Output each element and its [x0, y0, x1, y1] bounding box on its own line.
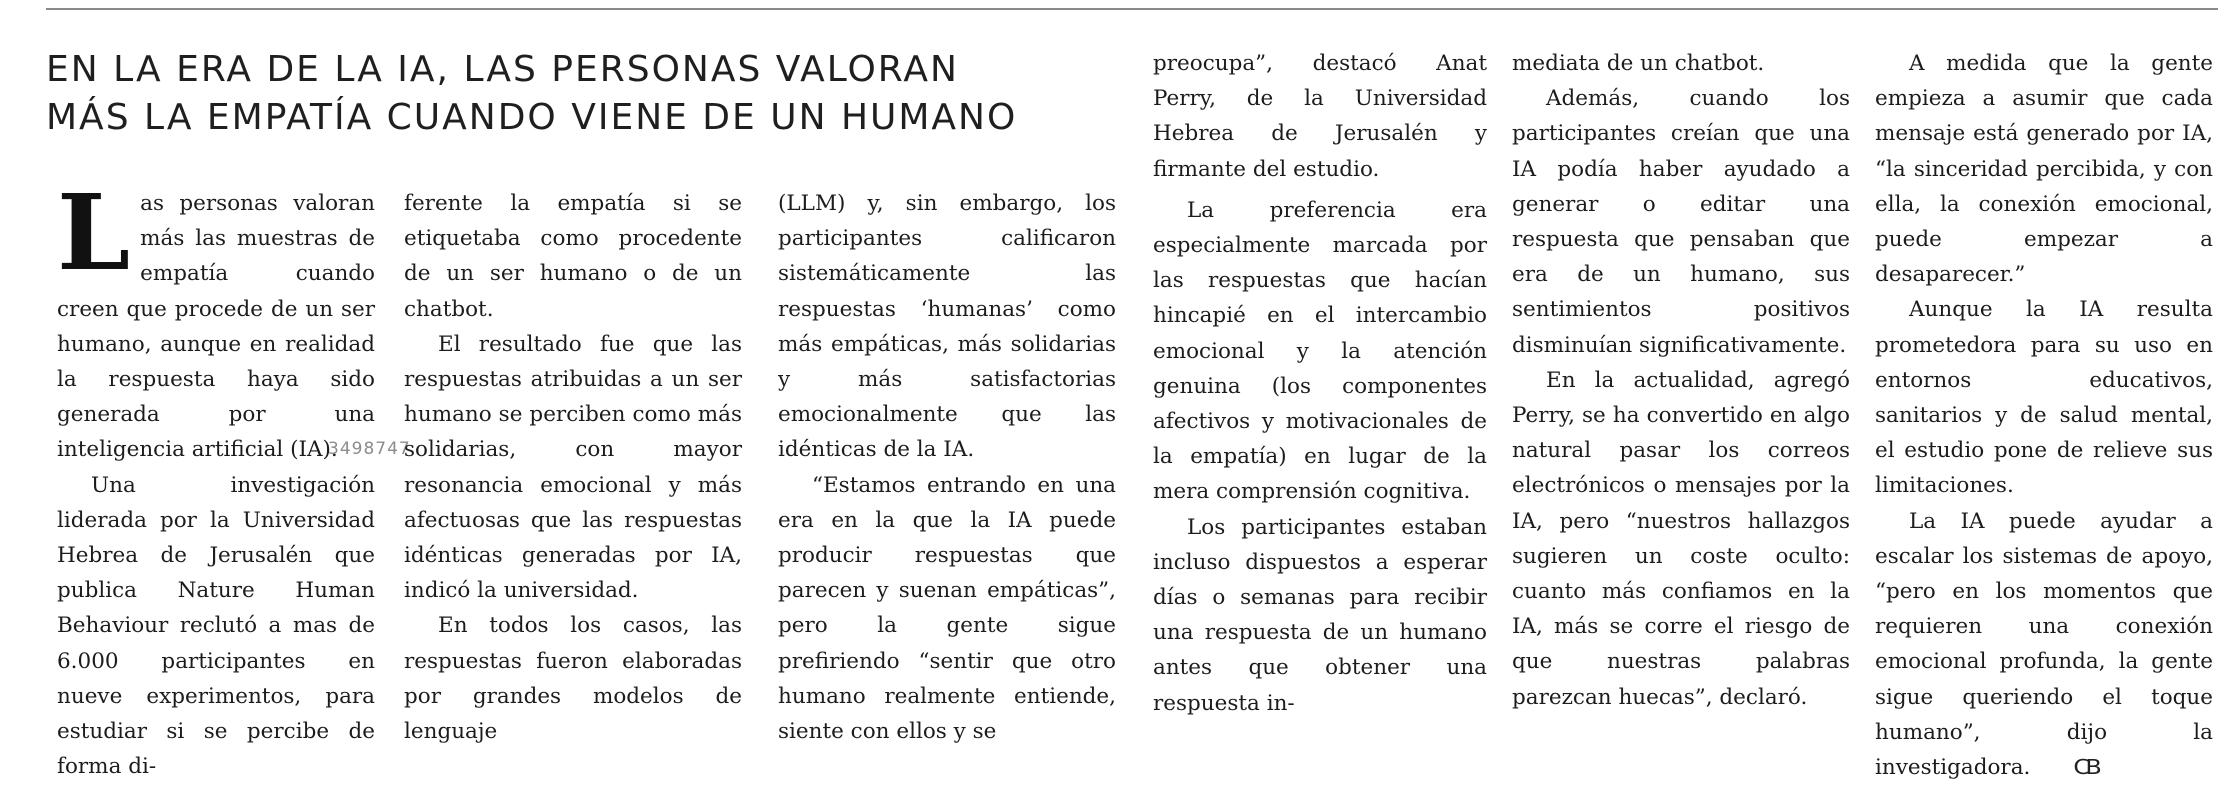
drop-cap: L	[57, 171, 131, 294]
article-column-1	[57, 171, 375, 784]
paragraph: preocupa”, destacó Anat Perry, de la Universidad Hebrea de Jerusalén y firmante del estudio.	[1153, 51, 1487, 182]
article-column-5	[1512, 46, 1850, 715]
paragraph: Una investigación liderada por la Universidad Hebrea de Jerusalén que publica Nature Human Behaviour reclutó a mas de 6.000 participantes en nueve experimentos, para estudiar si se percibe de forma di-	[57, 472, 375, 780]
paragraph: En todos los casos, las respuestas fueron elaboradas por grandes modelos de lenguaje	[404, 613, 742, 745]
headline-line-2: MÁS LA EMPATÍA CUANDO VIENE DE UN HUMANO	[46, 97, 1018, 138]
paragraph	[57, 171, 375, 468]
paragraph: (LLM) y, sin embargo, los participantes calificaron sistemáticamente las respuestas ‘humanas’ como más empáticas, más solidarias y más satisfactorias emocionalmente que las idénticas de la IA.	[778, 191, 1116, 463]
paragraph-text: La IA puede ayudar a escalar los sistemas de apoyo, “pero en los momentos que requieren una conexión emocional profunda, la gente sigue queriendo el toque humano”, dijo la investigadora.	[1875, 508, 2213, 781]
paragraph: Los participantes estaban incluso dispuestos a esperar días o semanas para recibir una respuesta de un humano antes que obtener una respuesta in-	[1153, 514, 1487, 716]
paragraph: “Estamos entrando en una era en la que la IA puede producir respuestas que parecen y suenan empáticas”, pero la gente sigue prefiriendo “sentir que otro humano realmente entiende, siente con ellos y se	[778, 472, 1116, 745]
last-paragraph	[1875, 504, 2213, 785]
top-rule	[46, 8, 2218, 10]
watermark: 3498747	[328, 439, 411, 459]
paragraph: La preferencia era especialmente marcada por las respuestas que hacían hincapié en el intercambio emocional y la atención genuina (los componentes afectivos y motivacionales de la empatía) en lugar de la mera comprensión cognitiva.	[1153, 197, 1487, 505]
paragraph: El resultado fue que las respuestas atribuidas a un ser humano se perciben como más solidarias, con mayor resonancia emocional y más afectuosas que las respuestas idénticas generadas por IA, indicó la universidad.	[404, 331, 742, 604]
headline-line-1: EN LA ERA DE LA IA, LAS PERSONAS VALORAN	[46, 49, 959, 90]
paragraph: mediata de un chatbot.	[1512, 51, 1765, 76]
paragraph: Además, cuando los participantes creían que una IA podía haber ayudado a generar o editar una respuesta que pensaban que era de un humano, sus sentimientos positivos disminuían significativamente.	[1512, 86, 1850, 358]
headline	[46, 46, 1126, 142]
article-column-3	[778, 186, 1116, 749]
article-column-4	[1153, 46, 1487, 721]
paragraph: A medida que la gente empieza a asumir que cada mensaje está generado por IA, “la sinceridad percibida, y con ella, la conexión emocional, puede empezar a desaparecer.”	[1875, 51, 2213, 288]
article-column-6	[1875, 46, 2213, 785]
paragraph: ferente la empatía si se etiquetaba como procedente de un ser humano o de un chatbot.	[404, 191, 742, 322]
end-of-article-icon: CB	[2073, 755, 2098, 780]
paragraph: En la actualidad, agregó Perry, se ha convertido en algo natural pasar los correos electrónicos o mensajes por la IA, pero “nuestros hallazgos sugieren un coste oculto: cuanto más confiamos en la IA, más se corre el riesgo de que nuestras palabras parezcan huecas”, declaró.	[1512, 367, 1850, 710]
article-column-2	[404, 186, 742, 749]
paragraph: Aunque la IA resulta prometedora para su uso en entornos educativos, sanitarios y de salud mental, el estudio pone de relieve sus limitaciones.	[1875, 297, 2213, 499]
paragraph-text: as personas valoran más las muestras de empatía cuando creen que procede de un ser humano, aunque en realidad la respuesta haya sido generada por una inteligencia artificial (IA).	[57, 191, 375, 463]
